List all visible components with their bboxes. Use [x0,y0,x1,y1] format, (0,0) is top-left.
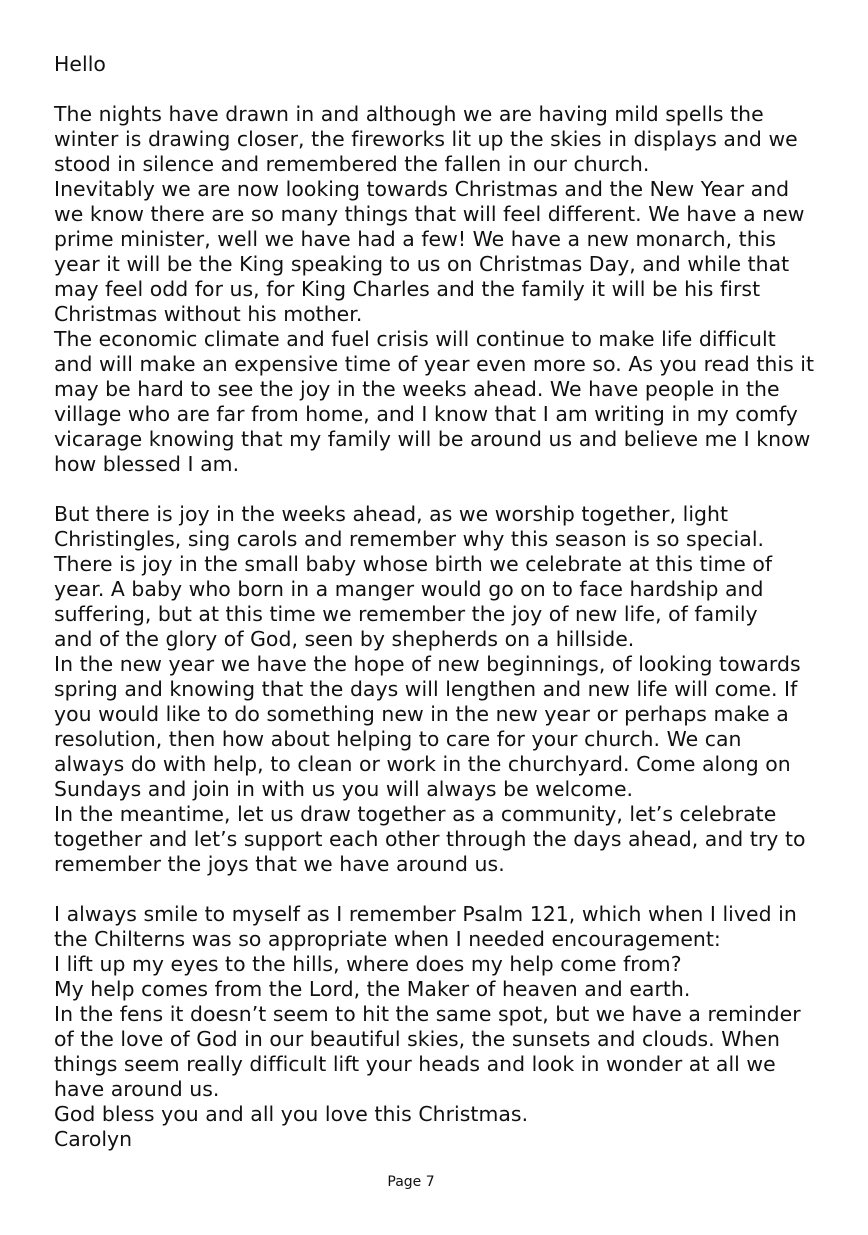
text-line: Sundays and join in with us you will always be welcome. [54,777,634,801]
paragraph-spacer [54,477,834,502]
text-line: village who are far from home, and I know that I am writing in my comfy [54,402,798,426]
letter-paragraph-1 [54,102,834,477]
text-line: things seem really difficult lift your heads and look in wonder at all we [54,1052,776,1076]
paragraph-spacer [54,77,834,102]
text-line: may be hard to see the joy in the weeks ahead. We have people in the [54,377,780,401]
text-line: winter is drawing closer, the fireworks lit up the skies in displays and we [54,127,798,151]
text-line: resolution, then how about helping to care for your church. We can [54,727,742,751]
text-line: In the fens it doesn’t seem to hit the same spot, but we have a reminder [54,1002,801,1026]
letter-paragraph-2 [54,502,834,877]
text-line: and will make an expensive time of year even more so. As you read this it [54,352,815,376]
text-line: of the love of God in our beautiful skies, the sunsets and clouds. When [54,1027,780,1051]
text-line: and of the glory of God, seen by shepherds on a hillside. [54,627,635,651]
text-line: vicarage knowing that my family will be around us and believe me I know [54,427,811,451]
letter-paragraph-3 [54,902,834,1127]
text-line: year it will be the King speaking to us on Christmas Day, and while that [54,252,790,276]
text-line: Christmas without his mother. [54,302,363,326]
text-line: stood in silence and remembered the fallen in our church. [54,152,650,176]
text-line: In the new year we have the hope of new beginnings, of looking towards [54,652,801,676]
text-line: may feel odd for us, for King Charles and the family it will be his first [54,277,761,301]
text-line: I always smile to myself as I remember Psalm 121, which when I lived in [54,902,797,926]
text-line: In the meantime, let us draw together as a community, let’s celebrate [54,802,777,826]
text-line: But there is joy in the weeks ahead, as we worship together, light [54,502,729,526]
text-line: The economic climate and fuel crisis will continue to make life difficult [54,327,776,351]
text-line: Christingles, sing carols and remember why this season is so special. [54,527,765,551]
letter-greeting: Hello [54,52,106,76]
text-line: you would like to do something new in the new year or perhaps make a [54,702,789,726]
text-line: spring and knowing that the days will lengthen and new life will come. If [54,677,798,701]
text-line: Inevitably we are now looking towards Christmas and the New Year and [54,177,790,201]
text-line: year. A baby who born in a manger would go on to face hardship and [54,577,764,601]
text-line: prime minister, well we have had a few! We have a new monarch, this [54,227,777,251]
text-line: the Chilterns was so appropriate when I needed encouragement: [54,927,721,951]
text-line: There is joy in the small baby whose birth we celebrate at this time of [54,552,773,576]
text-line: how blessed I am. [54,452,240,476]
text-line: always do with help, to clean or work in the churchyard. Come along on [54,752,791,776]
psalm-quote-line: My help comes from the Lord, the Maker of heaven and earth. [54,977,691,1001]
page-number: Page 7 [387,1174,435,1190]
text-line: remember the joys that we have around us. [54,852,505,876]
text-line: suffering, but at this time we remember the joy of new life, of family [54,602,758,626]
text-line: The nights have drawn in and although we are having mild spells the [54,102,764,126]
text-line: we know there are so many things that will feel different. We have a new [54,202,805,226]
closing-blessing: God bless you and all you love this Christmas. [54,1102,529,1126]
text-line: together and let’s support each other through the days ahead, and try to [54,827,806,851]
psalm-quote-line: I lift up my eyes to the hills, where does my help come from? [54,952,682,976]
letter-body [54,52,834,1152]
letter-signature: Carolyn [54,1127,133,1151]
text-line: have around us. [54,1077,220,1101]
paragraph-spacer [54,877,834,902]
